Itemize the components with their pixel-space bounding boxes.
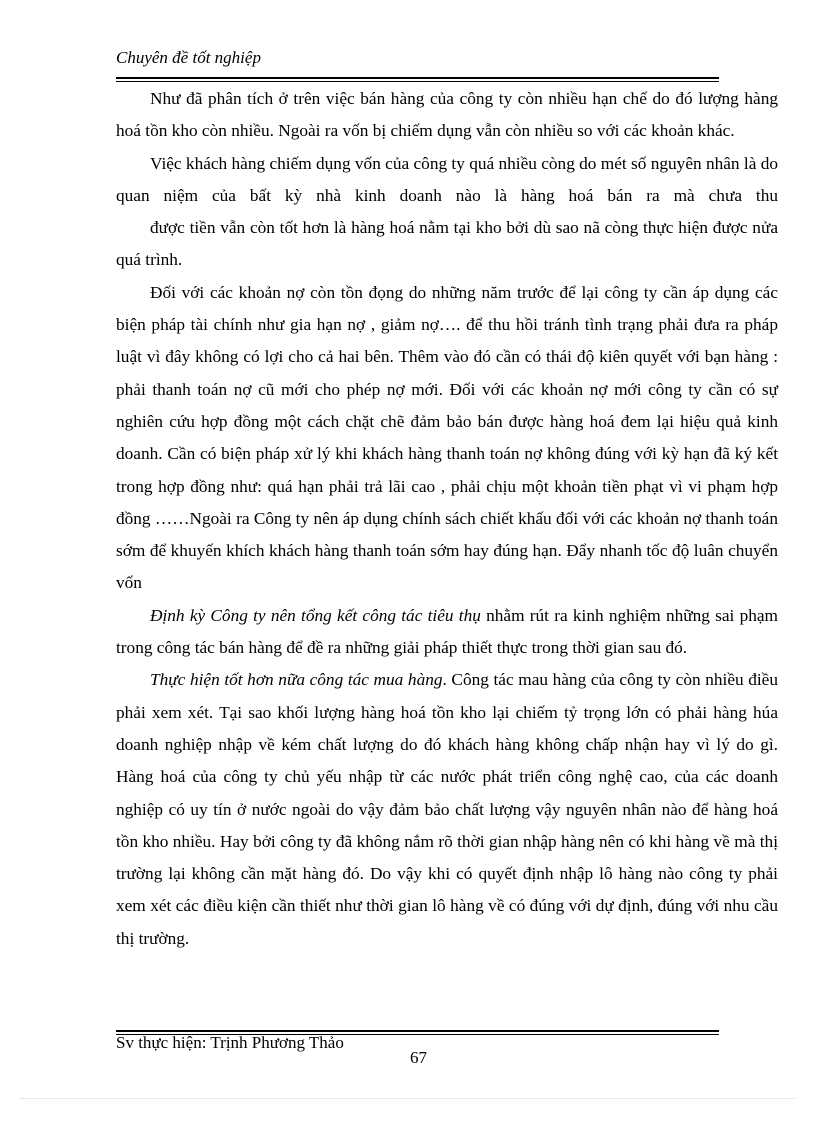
header-rule [116,77,719,82]
paragraph-2-part-1: Việc khách hàng chiếm dụng vốn của công ty quá nhiều còng do mét số nguyên nhân là do quan niệm của bất kỳ nhà kinh doanh nào là hàng hoá bán ra mà chưa thu [116,153,778,205]
paragraph-5 [116,664,778,955]
paragraph-5-italic-lead: Thực hiện tốt hơn nữa công tác mua hàng [150,670,443,690]
paragraph-4-text: nhằm rút ra kinh nghiệm những sai phạm trong công tác bán hàng để đề ra những giải pháp thiết thực trong thời gian sau đó. [116,605,778,658]
page-bottom-dotted-line [20,1098,796,1099]
body-text [116,83,778,955]
footer-student-name: Sv thực hiện: Trịnh Phương Thảo [116,1033,344,1052]
paragraph-1: Như đã phân tích ở trên việc bán hàng của công ty còn nhiều hạn chế do đó lượng hàng hoá tồn kho còn nhiều. Ngoài ra vốn bị chiếm dụng vẫn còn nhiều so với các khoản khác. [116,89,778,141]
paragraph-5-text: . Công tác mau hàng của công ty còn nhiều điều phải xem xét. Tại sao khối lượng hàng hoá tồn kho lại chiếm tỷ trọng lớn có phải hàng húa doanh nghiệp nhập về kém chất lượng do đó khách hàng không chấp nhận hay vì lý do gì. Hàng hoá của công ty chủ yếu nhập từ các nước phát triển công nghệ cao, của các doanh nghiệp có uy tín ở nước ngoài do vậy đảm bảo chất lượng vậy nguyên nhân nào để hàng hoá tồn kho nhiều. Hay bởi công ty đã không nắm rõ thời gian nhập hàng nên có khi hàng về mà thị trường lại không cần mặt hàng đó. Do vậy khi có quyết định nhập lô hàng nào công ty phải xem xét các điều kiện cần thiết như thời gian lô hàng về có đúng với dự định, đúng với nhu cầu thị trường. [116,670,778,948]
paragraph-3: Đối với các khoản nợ còn tồn đọng do những năm trước để lại công ty cần áp dụng các biện pháp tài chính như gia hạn nợ , giảm nợ…. để thu hồi tránh tình trạng phải đưa ra pháp luật vì đây không có lợi cho cả hai bên. Thêm vào đó cần có thái độ kiên quyết với bạn hàng : phải thanh toán nợ cũ mới cho phép nợ mới. Đối với các khoản nợ mới công ty cần có sự nghiên cứu hợp đồng một cách chặt chẽ đảm bảo bán được hàng hoá đem lại hiệu quả kinh doanh. Cần có biện pháp xử lý khi khách hàng thanh toán nợ không đúng với kỳ hạn đã ký kết trong hợp đồng như: quá hạn phải trả lãi cao , phải chịu một khoản tiền phạt vì vi phạm hợp đồng ……Ngoài ra Công ty nên áp dụng chính sách chiết khấu đối với các khoản nợ thanh toán sớm để khuyến khích khách hàng thanh toán sớm hay đúng hạn. Đẩy nhanh tốc độ luân chuyển vốn [116,282,778,593]
paragraph-4-italic-lead: Định kỳ Công ty nên tổng kết công tác tiêu thụ [150,605,481,625]
page-header-title: Chuyên đề tốt nghiệp [116,48,261,67]
paragraph-2-part-2-text: được tiền vẫn còn tốt hơn là hàng hoá nằm tại kho bởi dù sao nã còng thực hiện được nửa quá trình. [116,218,778,270]
paragraph-4 [116,600,778,665]
page-number: 67 [410,1048,427,1067]
paragraph-2-part-2 [116,212,778,277]
